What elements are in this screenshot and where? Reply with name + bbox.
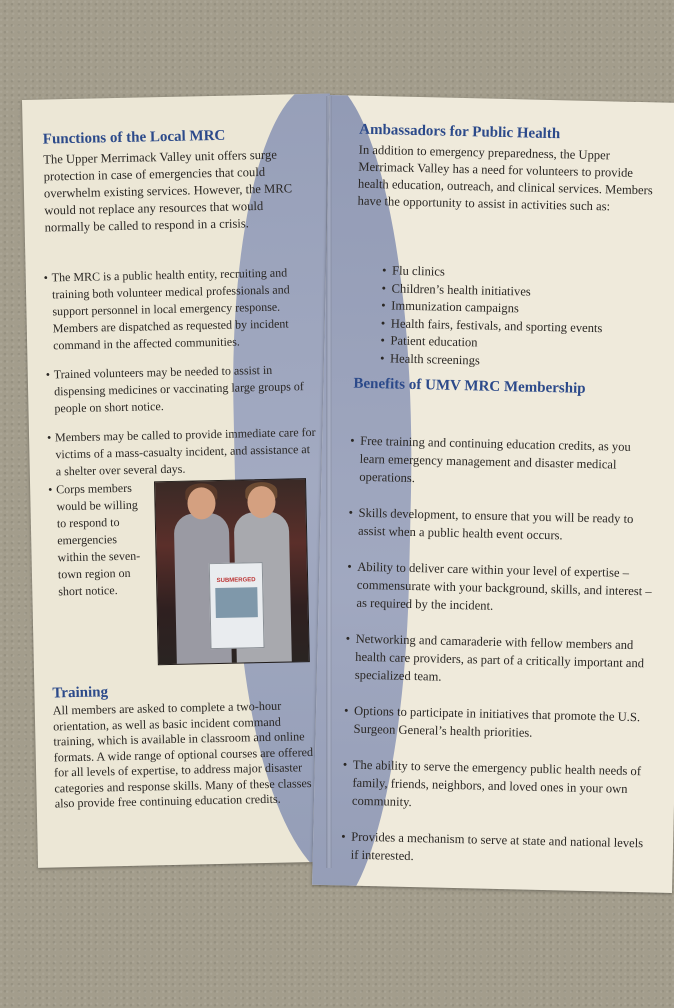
list-item: • Health fairs, festivals, and sporting events xyxy=(381,315,603,338)
list-item: • Flu clinics xyxy=(382,262,604,285)
list-item: • Trained volunteers may be needed to assist in dispensing medicines or vaccinating large groups of people on short notice. xyxy=(46,361,317,418)
functions-heading: Functions of the Local MRC xyxy=(42,127,226,148)
training-heading: Training xyxy=(52,684,109,702)
list-item: • Members may be called to provide immediate care for victims of a mass-casualty incident, and assistance at a shelter over several days. xyxy=(47,424,318,481)
list-item: • Networking and camaraderie with fellow members and health care providers, as part of a critically important and specialized team. xyxy=(345,629,652,690)
list-item: • Options to participate in initiatives that promote the U.S. Surgeon General’s health priorities. xyxy=(343,701,650,744)
newspaper xyxy=(209,562,265,649)
benefits-heading: Benefits of UMV MRC Membership xyxy=(353,375,586,397)
list-item: • Health screenings xyxy=(380,350,602,373)
corps-members-note: • Corps members would be willing to respond to emergencies within the seven-town region on short notice. xyxy=(48,479,150,600)
volunteers-photo xyxy=(154,478,310,665)
brochure-left-page xyxy=(22,94,346,868)
list-item: • Free training and continuing education credits, as you learn emergency management and disaster medical operations. xyxy=(349,432,656,493)
list-item: • Patient education xyxy=(380,332,602,355)
list-item: • Skills development, to ensure that you will be ready to assist when a public health event occurs. xyxy=(348,504,655,547)
newspaper-headline: SUBMERGED xyxy=(216,577,256,585)
ambassadors-intro: In addition to emergency preparedness, the Upper Merrimack Valley has a need for volunteers to provide health education, outreach, and clinical services. Members have the opportunity to assist in activities such as: xyxy=(357,142,653,214)
ambassadors-heading: Ambassadors for Public Health xyxy=(359,121,561,143)
list-item: • Children’s health initiatives xyxy=(381,280,603,303)
activities-list xyxy=(380,262,604,372)
list-item: • Provides a mechanism to serve at state and national levels if interested. xyxy=(341,827,648,870)
list-item: • Ability to deliver care within your level of expertise – commensurate with your background, skills, and interest – as required by the incident. xyxy=(346,558,653,619)
brochure-fold xyxy=(326,96,332,868)
functions-intro: The Upper Merrimack Valley unit offers surge protection in case of emergencies that could overwhelm existing services. However, the MRC would not replace any resources that would normally be called to respond in a crisis. xyxy=(43,147,293,235)
benefits-list xyxy=(340,432,656,889)
list-item: • The MRC is a public health entity, recruiting and training both volunteer medical professionals and support personnel in local emergency response. Members are dispatched as requested by incident command in the affected communities. xyxy=(44,264,316,355)
list-item: • Immunization campaigns xyxy=(381,297,603,320)
functions-list xyxy=(44,264,319,493)
list-item: • The ability to serve the emergency public health needs of family, friends, neighbors, and loved ones in your own community. xyxy=(342,755,649,816)
training-text: All members are asked to complete a two-hour orientation, as well as basic incident command training, which is available in classroom and online formats. A wide range of optional courses are offered for all levels of expertise, to address major disaster categories and response skills. Many of these classes also provide free continuing education credits. xyxy=(52,698,314,811)
brochure-right-page xyxy=(312,95,674,893)
